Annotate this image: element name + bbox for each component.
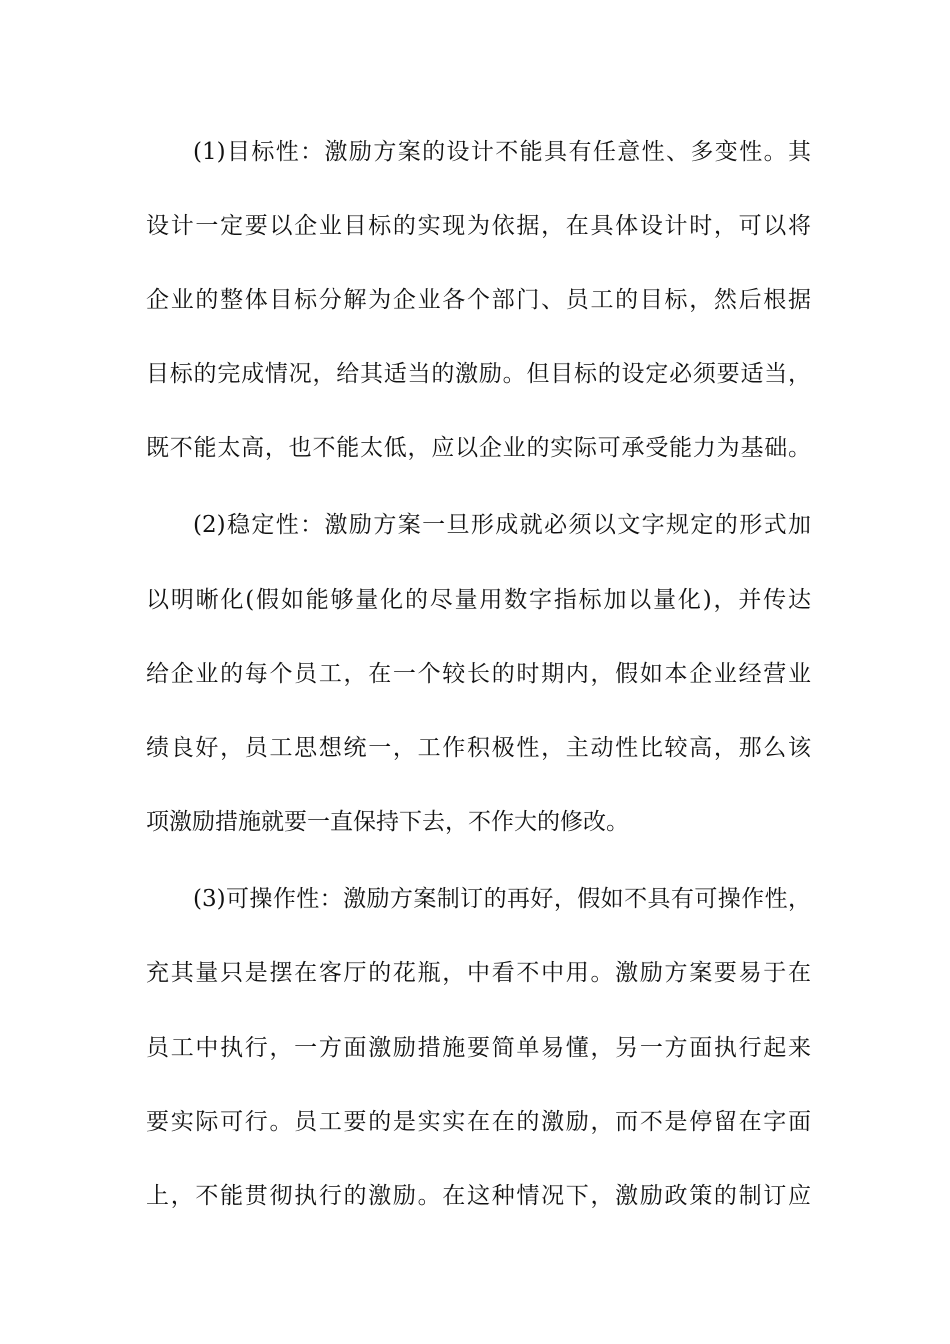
paragraph-2-line-1: (2)稳定性：激励方案一旦形成就必须以文字规定的形式加 [193, 512, 811, 538]
paragraph-1-line-1: (1)目标性：激励方案的设计不能具有任意性、多变性。其 [193, 139, 811, 165]
paragraph-3-line-1: (3)可操作性：激励方案制订的再好，假如不具有可操作性， [193, 886, 811, 912]
paragraph-3-line-3: 员工中执行，一方面激励措施要简单易懂，另一方面执行起来 [146, 1035, 811, 1061]
paragraph-2-line-3: 给企业的每个员工，在一个较长的时期内，假如本企业经营业 [146, 661, 811, 687]
paragraph-3-line-5: 上，不能贯彻执行的激励。在这种情况下，激励政策的制订应 [146, 1183, 811, 1209]
paragraph-3-line-2: 充其量只是摆在客厅的花瓶，中看不中用。激励方案要易于在 [146, 960, 811, 986]
paragraph-1-line-2: 设计一定要以企业目标的实现为依据，在具体设计时，可以将 [146, 213, 811, 239]
paragraph-1-line-5: 既不能太高，也不能太低，应以企业的实际可承受能力为基础。 [146, 435, 811, 461]
paragraph-1-line-4: 目标的完成情况，给其适当的激励。但目标的设定必须要适当， [146, 361, 811, 387]
paragraph-1-line-3: 企业的整体目标分解为企业各个部门、员工的目标，然后根据 [146, 287, 811, 313]
paragraph-2-line-4: 绩良好，员工思想统一，工作积极性，主动性比较高，那么该 [146, 735, 811, 761]
paragraph-2-line-5: 项激励措施就要一直保持下去，不作大的修改。 [146, 809, 629, 835]
paragraph-3-line-4: 要实际可行。员工要的是实实在在的激励，而不是停留在字面 [146, 1109, 811, 1135]
paragraph-2-line-2: 以明晰化(假如能够量化的尽量用数字指标加以量化)，并传达 [146, 587, 811, 613]
